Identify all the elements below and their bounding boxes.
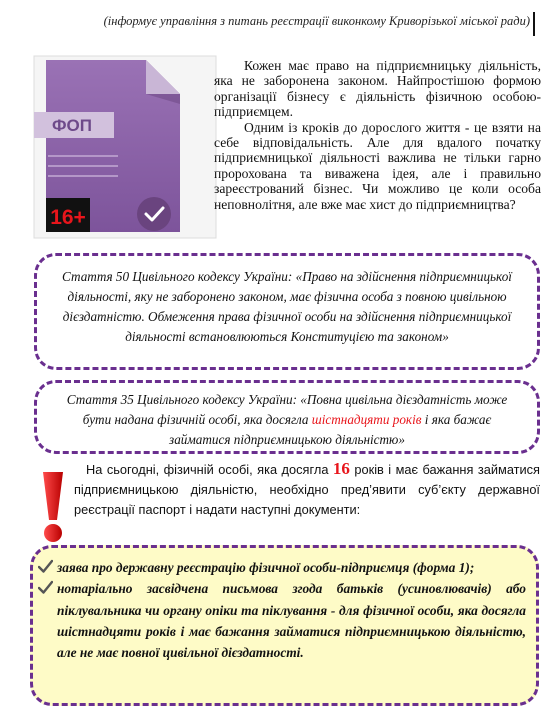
documents-box xyxy=(30,545,539,706)
intro-paragraph: Одним із кроків до дорослого життя - це взяти на себе відповідальність. Але для вдалого початку підприємницької діяльності важлива не тільки гарно пророхована та виважена ідея, але і правильно зареєстрований бізнес. Чи можливо це коли особа неповнолітня, але вже має хист до підприємництва? xyxy=(214,119,541,212)
document-check-icon xyxy=(30,52,220,242)
age-number: 16 xyxy=(332,459,350,478)
header-divider xyxy=(533,12,535,36)
checkmark-icon xyxy=(38,580,53,595)
article-35-box xyxy=(34,380,540,454)
requirements-text-start: На сьогодні, фізичній особі, яка досягла xyxy=(86,462,329,477)
article-50-text: «Право на здійснення підприємницької діяльності, яку не заборонено законом, має фізична особа з повною цивільною дієздатністю. Обмеження права фізичної особи на здійснення підприємницької діяльності встановлюються Конституцією та законом» xyxy=(62,269,512,344)
source-note: (інформує управління з питань реєстрації виконкому Криворізької міської ради) xyxy=(103,14,530,28)
document-item-text: нотаріально засвідчена письмова згода батьків (усиновлювачів) або піклувальника чи органу опіки та піклування - для фізичної особи, яка досягла шістнадцяти років і має бажання займатися підприємницькою діяльністю, але не має повної цивільної дієздатності. xyxy=(57,581,526,661)
requirements-text-end: років і має бажання займатися підприємницькою діяльністю, необхідно пред’явити суб’єкту державної реєстрації паспорт і надати наступні документи: xyxy=(74,462,540,517)
article-50-box xyxy=(34,253,540,370)
check-badge xyxy=(137,197,171,231)
article-35-text: і яка бажає займатися підприємницькою діяльністю» xyxy=(169,412,492,447)
intro-text xyxy=(214,58,541,212)
list-item xyxy=(57,578,526,663)
list-item xyxy=(57,557,526,578)
document-item-text: заява про державну реєстрацію фізичної особи-підприємця (форма 1); xyxy=(57,560,475,575)
age-badge: 16+ xyxy=(50,206,86,229)
article-35-text: «Повна цивільна дієздатність може бути надана фізичній особі, яка досягла xyxy=(82,392,508,427)
fop-label: ФОП xyxy=(52,116,92,135)
article-50-title: Стаття 50 Цивільного кодексу України: xyxy=(62,269,293,284)
requirements-text xyxy=(74,459,540,520)
checkmark-icon xyxy=(38,559,53,574)
documents-list xyxy=(33,548,536,663)
article-35-title: Стаття 35 Цивільного кодексу України: xyxy=(66,392,297,407)
age-highlight: шістнадцяти років xyxy=(311,412,422,427)
intro-paragraph: Кожен має право на підприємницьку діяльність, яка не заборонена законом. Найпростішою формою організації бізнесу є діяльність фізичною особою-підприємцем. xyxy=(214,58,541,120)
exclamation-icon xyxy=(38,470,68,544)
